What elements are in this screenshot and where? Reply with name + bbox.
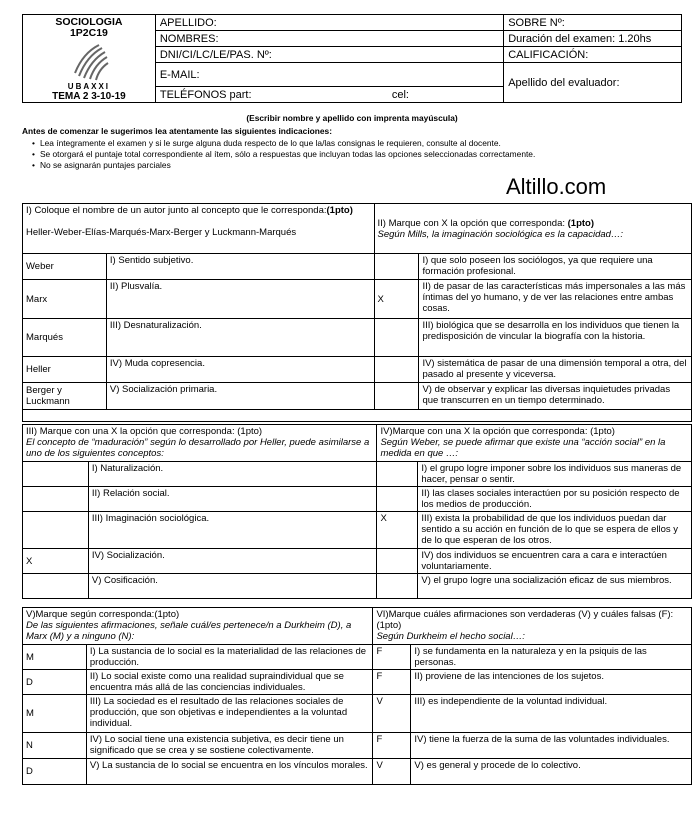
mark-cell[interactable]	[374, 319, 419, 357]
mark-cell[interactable]: N	[23, 733, 87, 759]
section-1-prompt: I) Coloque el nombre de un autor junto al concepto que le corresponda:	[26, 205, 327, 216]
option-text: IV) dos individuos se encuentren cara a cara e interactúen voluntariamente.	[418, 549, 692, 574]
option-text: II) proviene de las intenciones de los sujetos.	[411, 670, 692, 695]
option-text: III) La sociedad es el resultado de las relaciones sociales de producción, que son objetivas e independientes a la voluntad individual.	[86, 695, 373, 733]
mark-cell[interactable]: V	[373, 695, 411, 733]
mark-cell[interactable]: F	[373, 733, 411, 759]
instructions-intro: Antes de comenzar le sugerimos lea atentamente las siguientes indicaciones:	[22, 126, 332, 136]
concept-cell: I) Sentido subjetivo.	[106, 254, 374, 280]
option-text: III) biológica que se desarrolla en los individuos que tienen la predisposición de vincular la biografía con la historia.	[419, 319, 692, 357]
dni-field[interactable]: DNI/CI/LC/LE/PAS. Nº:	[155, 47, 503, 63]
option-text: II) Lo social existe como una realidad supraindividual que se encuentra más allá de las conciencias individuales.	[86, 670, 373, 695]
option-text: I) La sustancia de lo social es la materialidad de las relaciones de producción.	[86, 645, 373, 670]
instructions	[22, 113, 682, 171]
section-3-points: (1pto)	[237, 426, 263, 437]
spacer-row	[23, 410, 692, 422]
section-6-points: (1pto)	[376, 620, 402, 631]
section-5-prompt: V)Marque según corresponda:	[26, 609, 155, 620]
logo-block	[23, 15, 156, 103]
option-text: II) las clases sociales interactúen por su posición respecto de los medios de producción.	[418, 487, 692, 512]
sobre-field[interactable]: SOBRE Nº:	[504, 15, 682, 31]
telefonos-label: TELÉFONOS part:	[159, 88, 252, 101]
option-text: I) se fundamenta en la naturaleza y en la psiquis de las personas.	[411, 645, 692, 670]
mark-cell[interactable]: D	[23, 670, 87, 695]
option-text: I) el grupo logre imponer sobre los individuos sus maneras de hacer, pensar o sentir.	[418, 462, 692, 487]
subject-title: SOCIOLOGIA	[55, 16, 123, 28]
mark-cell[interactable]: X	[374, 280, 419, 319]
mark-cell[interactable]	[23, 462, 89, 487]
option-text: II) Relación social.	[88, 487, 377, 512]
option-text: V) Cosificación.	[88, 574, 377, 599]
mark-cell[interactable]	[377, 549, 418, 574]
mark-cell[interactable]	[374, 254, 419, 280]
answer-cell[interactable]: Weber	[23, 254, 107, 280]
section-5-header	[23, 608, 373, 645]
section-6-prompt: VI)Marque cuáles afirmaciones son verdaderas (V) y cuáles falsas (F):	[376, 609, 674, 620]
mark-cell[interactable]	[23, 487, 89, 512]
section-6-header	[373, 608, 692, 645]
option-text: IV) sistemática de pasar de una dimensión temporal a otra, del pasado al presente y viceversa.	[419, 357, 692, 383]
option-text: V) La sustancia de lo social se encuentra en los vínculos morales.	[86, 759, 373, 785]
tema-date: TEMA 2 3-10-19	[52, 91, 126, 102]
option-text: IV) Lo social tiene una existencia subjetiva, es decir tiene un significado que se crea y se sostiene colectivamente.	[86, 733, 373, 759]
option-text: III) es independiente de la voluntad individual.	[411, 695, 692, 733]
answer-cell[interactable]: Berger y Luckmann	[23, 383, 107, 410]
mark-cell[interactable]: D	[23, 759, 87, 785]
name-note: (Escribir nombre y apellido con imprenta mayúscula)	[246, 113, 458, 123]
option-text: IV) tiene la fuerza de la suma de las voluntades individuales.	[411, 733, 692, 759]
section-1-authors: Heller-Weber-Elías-Marqués-Marx-Berger y Luckmann-Marqués	[26, 227, 297, 238]
section-1-points: (1pto)	[326, 205, 353, 216]
mark-cell[interactable]	[374, 383, 419, 410]
mark-cell[interactable]: X	[377, 512, 418, 549]
concept-cell: IV) Muda copresencia.	[106, 357, 374, 383]
option-text: I) Naturalización.	[88, 462, 377, 487]
option-text: II) de pasar de las características más impersonales a las más íntimas del yo humano, y de ver las relaciones entre ambas cosas.	[419, 280, 692, 319]
answer-cell[interactable]: Marx	[23, 280, 107, 319]
mark-cell[interactable]: X	[23, 549, 89, 574]
section-6-subtitle: Según Durkheim el hecho social…:	[376, 631, 525, 642]
section-2-prompt: II) Marque con X la opción que corresponda:	[377, 217, 565, 229]
answer-cell[interactable]: Heller	[23, 357, 107, 383]
instruction-item: • No se asignarán puntajes parciales	[32, 160, 682, 170]
option-text: III) exista la probabilidad de que los individuos puedan dar sentido a su acción en función de lo que se espera de ellos y de lo que esperan de los otros.	[418, 512, 692, 549]
mark-cell[interactable]: F	[373, 670, 411, 695]
apellido-field[interactable]: APELLIDO:	[155, 15, 503, 31]
answer-cell[interactable]: Marqués	[23, 319, 107, 357]
mark-cell[interactable]	[377, 574, 418, 599]
concept-cell: II) Plusvalía.	[106, 280, 374, 319]
section-2-points: (1pto)	[567, 217, 595, 229]
mark-cell[interactable]: M	[23, 645, 87, 670]
option-text: V) el grupo logre una socialización eficaz de sus miembros.	[418, 574, 692, 599]
section-2-subtitle: Según Mills, la imaginación sociológica es la capacidad…:	[377, 228, 624, 240]
mark-cell[interactable]	[374, 357, 419, 383]
duracion-label: Duración del examen: 1.20hs	[504, 31, 682, 47]
option-text: V) es general y procede de lo colectivo.	[411, 759, 692, 785]
section-2-header	[374, 204, 691, 254]
telefonos-field[interactable]	[155, 87, 503, 103]
mark-cell[interactable]: V	[373, 759, 411, 785]
mark-cell[interactable]	[377, 462, 418, 487]
mark-cell[interactable]: M	[23, 695, 87, 733]
exam-header	[22, 14, 682, 103]
mark-cell[interactable]: F	[373, 645, 411, 670]
email-field[interactable]: E-MAIL:	[155, 63, 503, 87]
section-3-4	[22, 424, 692, 599]
section-4-points: (1pto)	[590, 426, 615, 437]
option-text: IV) Socialización.	[88, 549, 377, 574]
section-3-subtitle: El concepto de “maduración” según lo desarrollado por Heller, puede asimilarse a uno de los siguientes conceptos:	[26, 437, 370, 459]
section-1-2	[22, 203, 692, 422]
instructions-list	[22, 138, 682, 170]
section-3-header	[23, 425, 377, 462]
mark-cell[interactable]	[23, 574, 89, 599]
concept-cell: V) Socialización primaria.	[106, 383, 374, 410]
evaluador-field[interactable]: Apellido del evaluador:	[504, 63, 682, 103]
mark-cell[interactable]	[23, 512, 89, 549]
section-5-6	[22, 607, 692, 785]
instruction-item: • Se otorgará el puntaje total correspondiente al ítem, sólo a respuestas que incluyan todas las opciones seleccionadas correctamente.	[32, 149, 682, 159]
section-1-header	[23, 204, 375, 254]
option-text: III) Imaginación sociológica.	[88, 512, 377, 549]
course-code: 1P2C19	[69, 27, 108, 39]
section-4-prompt: IV)Marque con una X la opción que corresponda:	[380, 426, 588, 437]
section-3-prompt: III) Marque con una X la opción que corresponda:	[26, 426, 235, 437]
calificacion-field[interactable]: CALIFICACIÓN:	[504, 47, 682, 63]
cel-label: cel:	[391, 88, 409, 101]
section-4-header	[377, 425, 692, 462]
option-text: I) que solo poseen los sociólogos, ya que requiere una formación profesional.	[419, 254, 692, 280]
watermark: Altillo.com	[506, 174, 607, 199]
org-name: UBAXXI	[67, 82, 111, 91]
mark-cell[interactable]	[377, 487, 418, 512]
section-5-points: (1pto)	[154, 609, 180, 620]
nombres-field[interactable]: NOMBRES:	[155, 31, 503, 47]
concept-cell: III) Desnaturalización.	[106, 319, 374, 357]
instruction-item: • Lea íntegramente el examen y si le surge alguna duda respecto de lo que la/las consignas le requieren, consulte al docente.	[32, 138, 682, 148]
section-4-subtitle: Según Weber, se puede afirmar que existe una “acción social” en la medida en que …:	[380, 437, 666, 459]
ubaxxi-logo-icon	[69, 43, 109, 81]
option-text: V) de observar y explicar las diversas inquietudes privadas que transcurren en un tiempo determinado.	[419, 383, 692, 410]
section-5-subtitle: De las siguientes afirmaciones, señale cuál/es pertenece/n a Durkheim (D), a Marx (M) y a ninguno (N):	[26, 620, 352, 642]
